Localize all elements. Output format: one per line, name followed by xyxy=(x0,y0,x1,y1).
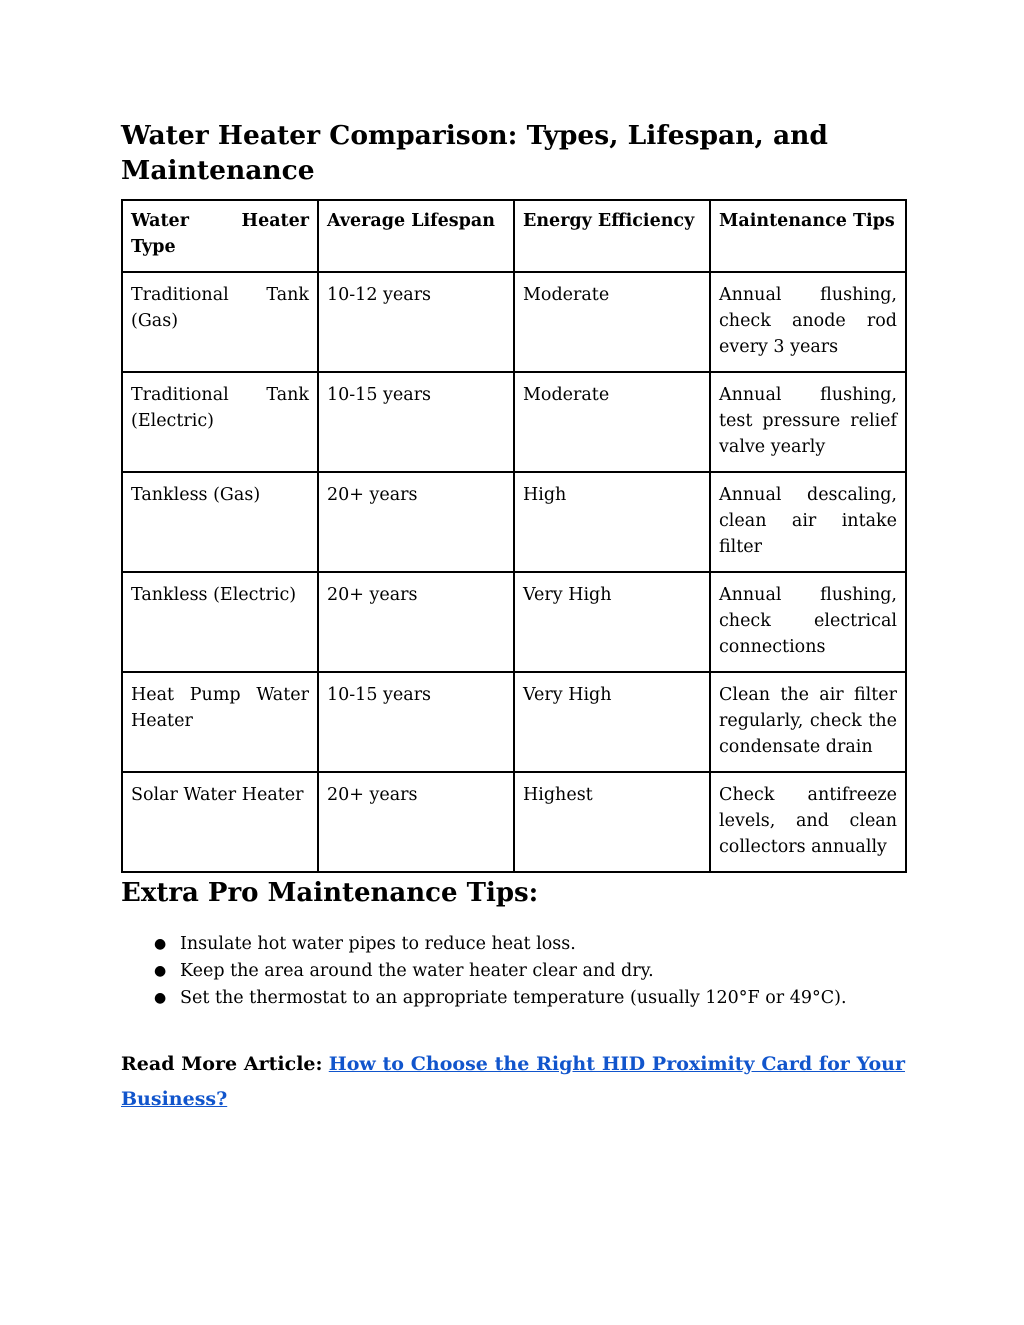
tip-text: Set the thermostat to an appropriate temperature (usually 120°F or 49°C). xyxy=(180,988,847,1008)
table-row xyxy=(122,572,906,672)
read-more-label: Read More Article: xyxy=(121,1053,323,1075)
table-row xyxy=(122,272,906,372)
extra-tips-heading: Extra Pro Maintenance Tips: xyxy=(121,878,539,908)
header-cell-type: Water Heater Type xyxy=(122,200,318,272)
list-item xyxy=(121,931,847,958)
bullet-icon: ● xyxy=(154,963,167,979)
bullet-icon: ● xyxy=(154,990,167,1006)
table-row xyxy=(122,772,906,872)
table-cell-maintenance: Annual flushing, test pressure relief valve yearly xyxy=(710,372,906,472)
list-item xyxy=(121,985,847,1012)
table-cell-type: Tankless (Gas) xyxy=(122,472,318,572)
tip-text: Keep the area around the water heater clear and dry. xyxy=(180,961,654,981)
table-row xyxy=(122,472,906,572)
tip-text: Insulate hot water pipes to reduce heat loss. xyxy=(180,934,576,954)
table-row xyxy=(122,372,906,472)
table-cell-type: Tankless (Electric) xyxy=(122,572,318,672)
table-cell-lifespan: 20+ years xyxy=(318,472,514,572)
page-title: Water Heater Comparison: Types, Lifespan, and Maintenance xyxy=(121,120,828,186)
header-cell-efficiency: Energy Efficiency xyxy=(514,200,710,272)
bullet-icon: ● xyxy=(154,936,167,952)
header-cell-maintenance: Maintenance Tips xyxy=(710,200,906,272)
table-cell-type: Traditional Tank (Electric) xyxy=(122,372,318,472)
read-more-paragraph xyxy=(121,1047,905,1117)
table-cell-type: Heat Pump Water Heater xyxy=(122,672,318,772)
table-cell-efficiency: High xyxy=(514,472,710,572)
table-cell-lifespan: 10-12 years xyxy=(318,272,514,372)
table-cell-efficiency: Very High xyxy=(514,572,710,672)
comparison-table xyxy=(121,199,907,873)
table-cell-lifespan: 10-15 years xyxy=(318,372,514,472)
table-header-row xyxy=(122,200,906,272)
table-cell-efficiency: Moderate xyxy=(514,372,710,472)
table-row xyxy=(122,672,906,772)
table-cell-lifespan: 10-15 years xyxy=(318,672,514,772)
read-more-link[interactable]: How to Choose the Right HID Proximity Card for Your Business? xyxy=(121,1053,905,1110)
table-cell-type: Traditional Tank (Gas) xyxy=(122,272,318,372)
table-cell-maintenance: Annual flushing, check electrical connections xyxy=(710,572,906,672)
tips-list xyxy=(121,931,847,1012)
table-cell-lifespan: 20+ years xyxy=(318,572,514,672)
table-cell-efficiency: Moderate xyxy=(514,272,710,372)
header-cell-lifespan: Average Lifespan xyxy=(318,200,514,272)
table-cell-maintenance: Annual descaling, clean air intake filter xyxy=(710,472,906,572)
table-cell-lifespan: 20+ years xyxy=(318,772,514,872)
table-cell-type: Solar Water Heater xyxy=(122,772,318,872)
table-cell-maintenance: Check antifreeze levels, and clean collectors annually xyxy=(710,772,906,872)
list-item xyxy=(121,958,847,985)
table-cell-efficiency: Highest xyxy=(514,772,710,872)
table-cell-maintenance: Clean the air filter regularly, check the condensate drain xyxy=(710,672,906,772)
table-cell-maintenance: Annual flushing, check anode rod every 3 years xyxy=(710,272,906,372)
table-cell-efficiency: Very High xyxy=(514,672,710,772)
